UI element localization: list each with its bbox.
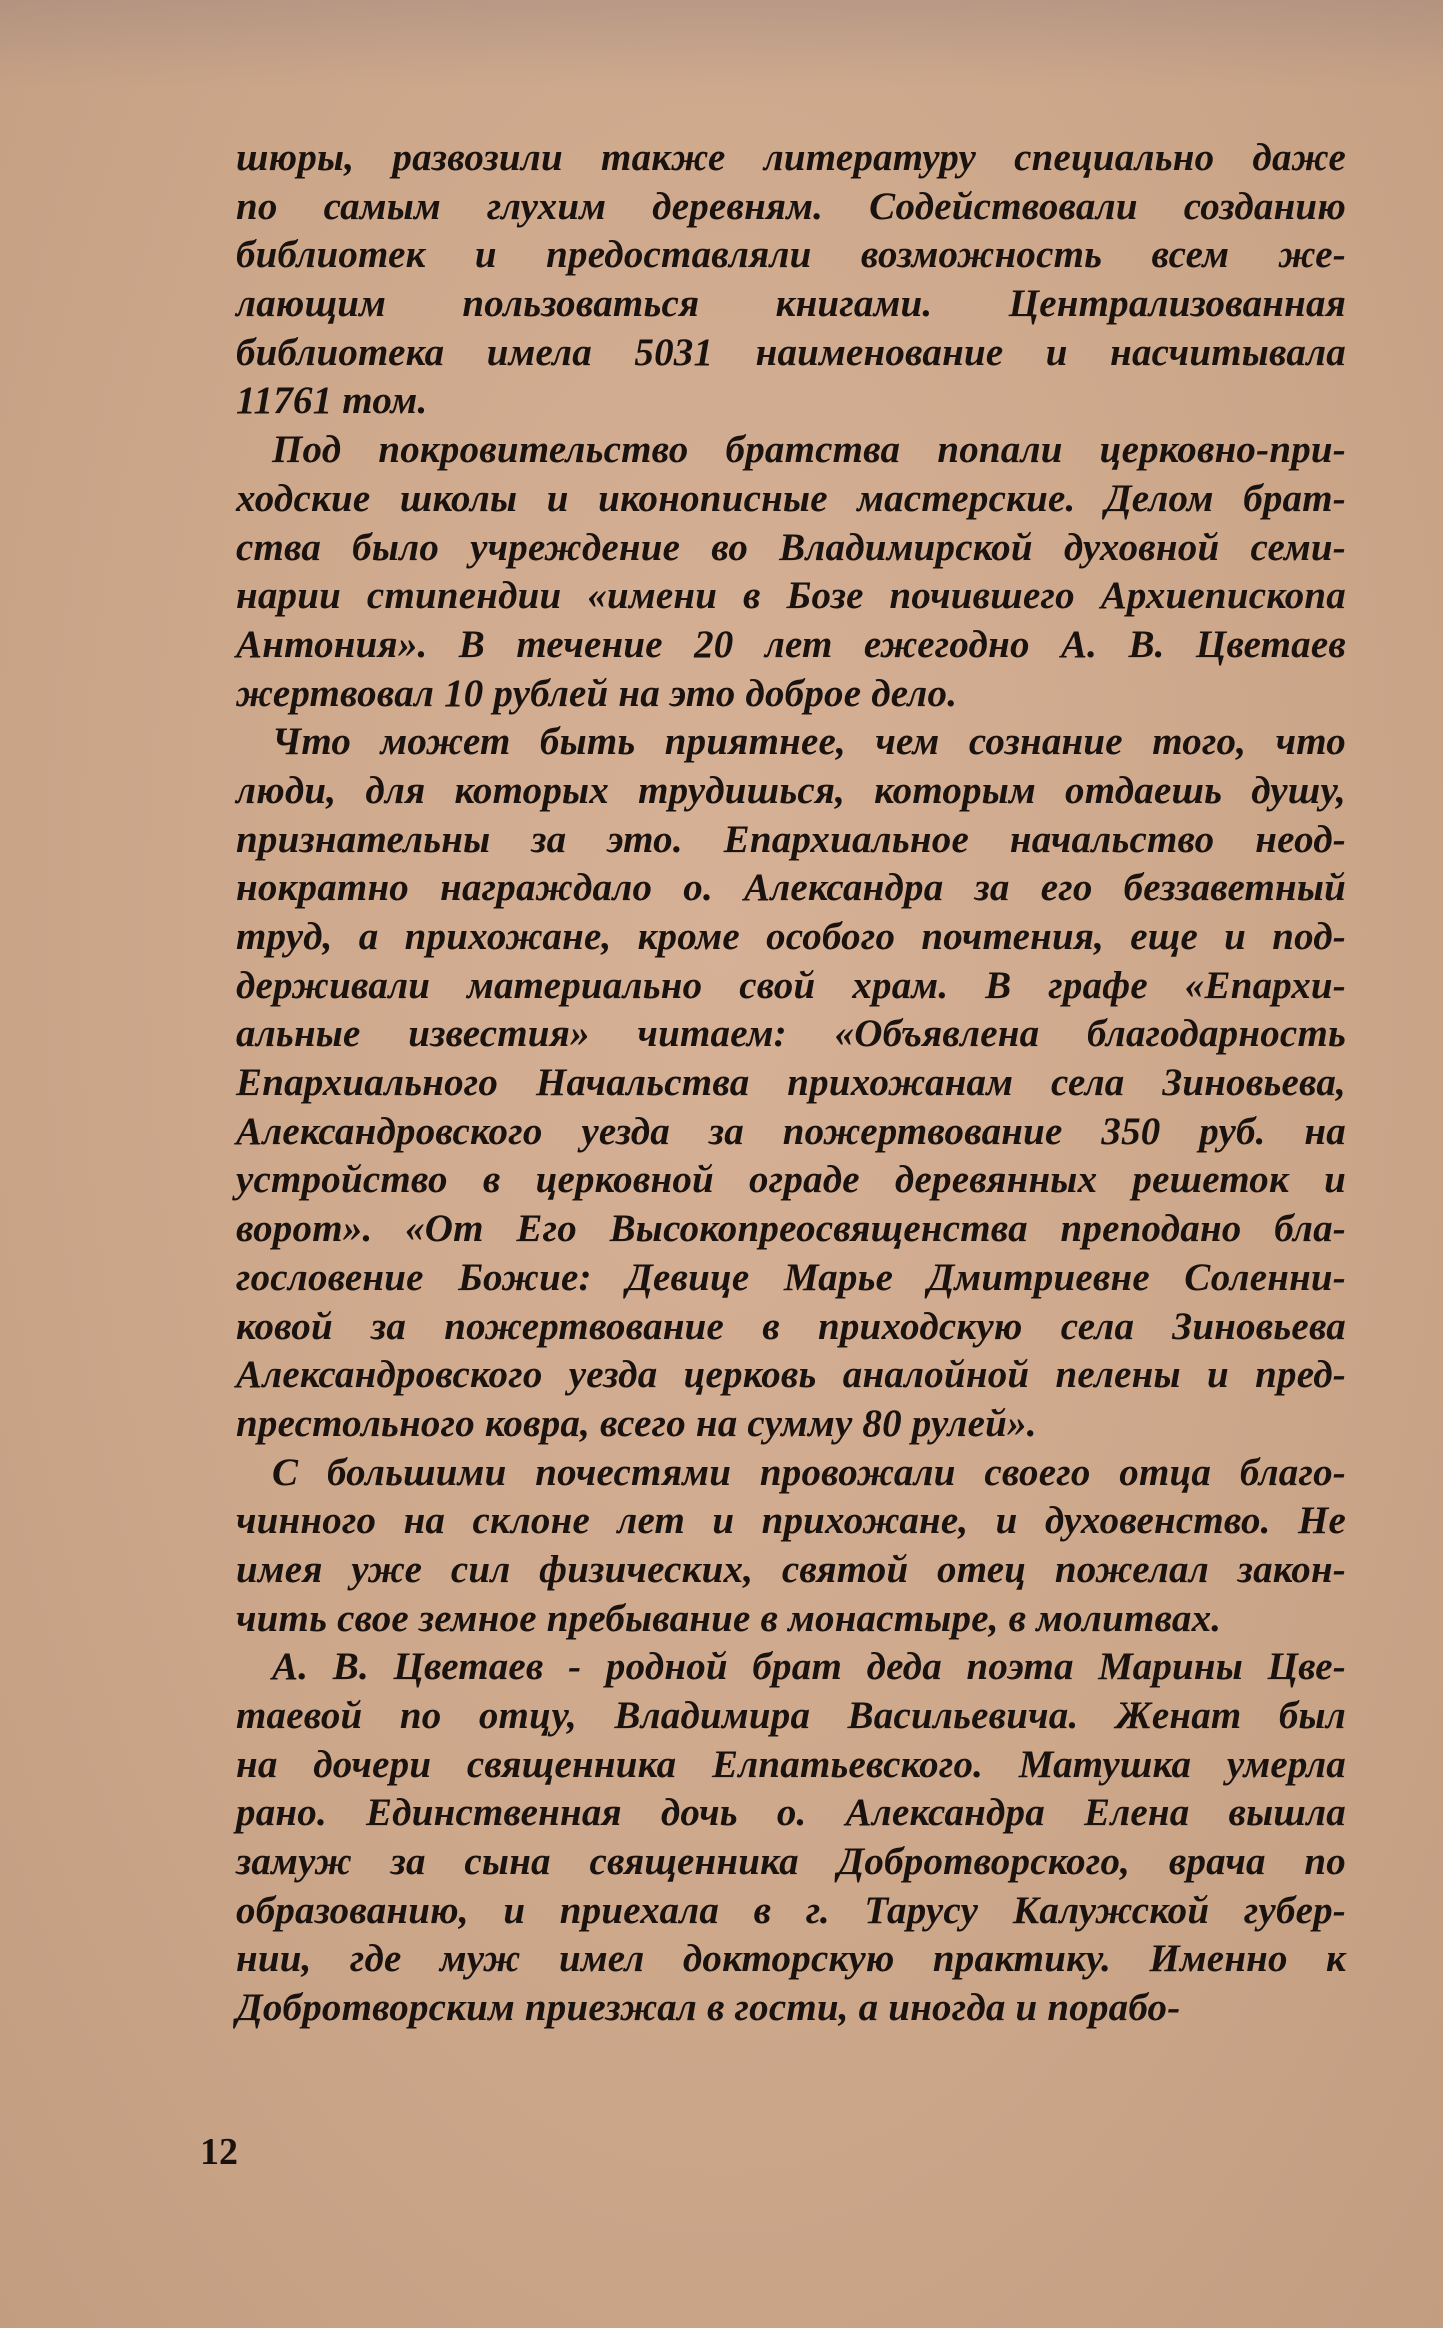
text-line: ства было учреждение во Владимирской духовной семи- — [236, 525, 1346, 569]
text-line: держивали материально свой храм. В графе «Епархи- — [236, 963, 1346, 1007]
text-line: нии, где муж имел докторскую практику. Именно к — [236, 1937, 1346, 1981]
body-text — [236, 134, 1346, 2033]
text-line: таевой по отцу, Владимира Васильевича. Женат был — [236, 1694, 1346, 1737]
paragraph — [236, 1449, 1346, 1644]
text-line: гословение Божие: Девице Марье Дмитриевне Соленни- — [236, 1255, 1346, 1299]
paragraph — [236, 426, 1346, 718]
paragraph — [236, 134, 1346, 426]
text-line: шюры, развозили также литературу специально даже — [236, 136, 1346, 179]
text-line: Епархиального Начальства прихожанам села Зиновьева, — [236, 1061, 1346, 1105]
paragraph — [236, 718, 1346, 1448]
text-line: библиотек и предоставляли возможность всем же- — [236, 233, 1346, 277]
text-line: 11761 том. — [236, 379, 428, 423]
text-line: Александровского уезда за пожертвование 350 руб. на — [236, 1109, 1346, 1153]
text-line: по самым глухим деревням. Содействовали созданию — [236, 184, 1346, 228]
text-line: Под покровительство братства попали церковно-при- — [272, 428, 1346, 472]
text-line: Александровского уезда церковь аналойной пелены и пред- — [236, 1353, 1346, 1397]
text-line: лающим пользоваться книгами. Централизованная — [236, 282, 1346, 326]
text-line: библиотека имела 5031 наименование и насчитывала — [236, 330, 1346, 374]
text-line: ходские школы и иконописные мастерские. Делом брат- — [236, 476, 1346, 520]
text-line: нарии стипендии «имени в Бозе почившего Архиепископа — [236, 574, 1346, 618]
page-number: 12 — [200, 2131, 238, 2173]
text-line: ворот». «От Его Высокопреосвященства преподано бла- — [236, 1207, 1346, 1251]
text-line: имея уже сил физических, святой отец пожелал закон- — [236, 1547, 1346, 1591]
text-line: Добротворским приезжал в гости, а иногда и порабо- — [236, 1986, 1181, 2030]
text-line: нократно награждало о. Александра за его беззаветный — [236, 866, 1346, 910]
text-line: Что может быть приятнее, чем сознание того, что — [272, 720, 1346, 764]
text-line: труд, а прихожане, кроме особого почтения, еще и под- — [236, 915, 1346, 958]
text-line: на дочери священника Елпатьевского. Матушка умерла — [236, 1742, 1346, 1786]
text-line: престольного ковра, всего на сумму 80 рулей». — [236, 1401, 1037, 1445]
text-line: С большими почестями провожали своего отца благо- — [272, 1450, 1346, 1494]
text-line: образованию, и приехала в г. Тарусу Калужской губер- — [236, 1888, 1346, 1932]
text-line: чинного на склоне лет и прихожане, и духовенство. Не — [236, 1499, 1346, 1543]
text-line: чить свое земное пребывание в монастыре, в молитвах. — [236, 1596, 1222, 1640]
text-line: А. В. Цветаев - родной брат деда поэта Марины Цве- — [272, 1645, 1346, 1689]
text-line: альные известия» читаем: «Объявлена благодарность — [236, 1012, 1346, 1056]
text-line: рано. Единственная дочь о. Александра Елена вышла — [236, 1791, 1346, 1835]
text-line: жертвовал 10 рублей на это доброе дело. — [236, 671, 958, 715]
paragraph — [236, 1643, 1346, 2033]
text-line: ковой за пожертвование в приходскую села Зиновьева — [236, 1304, 1346, 1348]
page-edge-shadow — [0, 0, 1443, 90]
text-line: Антония». В течение 20 лет ежегодно А. В. Цветаев — [236, 622, 1346, 666]
text-line: люди, для которых трудишься, которым отдаешь душу, — [236, 768, 1346, 812]
text-line: устройство в церковной ограде деревянных решеток и — [236, 1158, 1346, 1202]
text-line: замуж за сына священника Добротворского, врача по — [236, 1840, 1346, 1884]
text-line: признательны за это. Епархиальное начальство неод- — [236, 817, 1346, 861]
